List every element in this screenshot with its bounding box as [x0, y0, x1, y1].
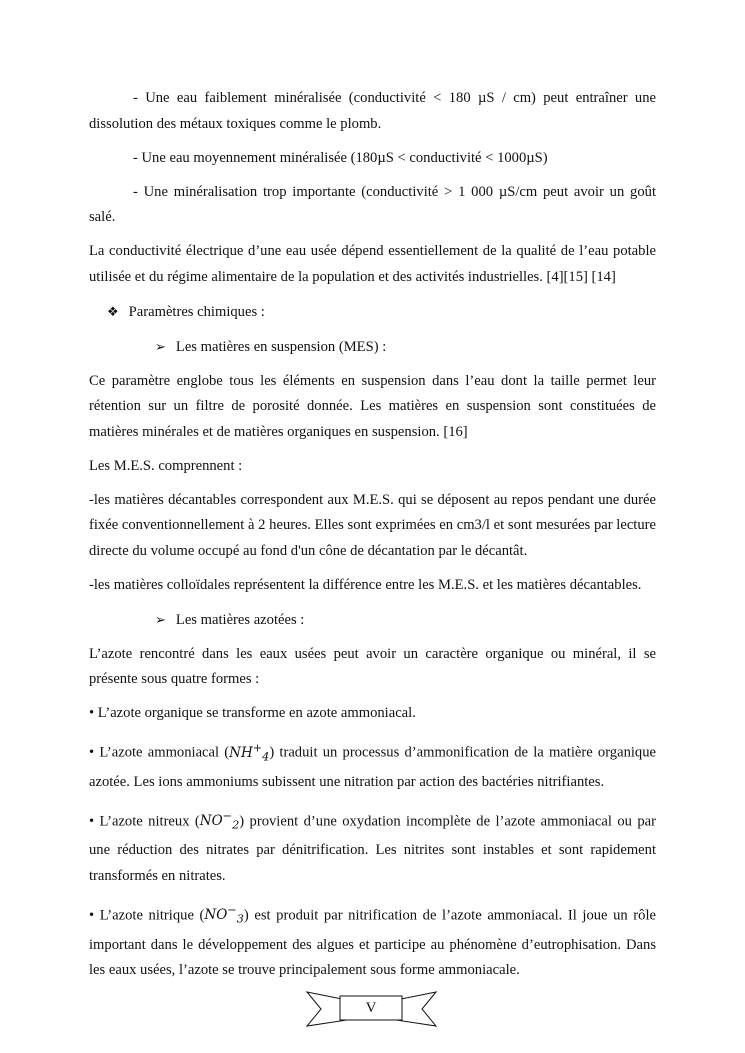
page-number: V	[365, 1000, 377, 1016]
paragraph-settleable: -les matières décantables correspondent aux M.E.S. qui se déposent au repos pendant une durée fixée conventionnellement à 2 heures. Elles sont exprimées en cm3/l et sont mesurées par lecture directe du volume occupé au fond d'un cône de décantation par le décantât.	[89, 491, 656, 559]
list-item-ammoniacal-nitrogen: • L’azote ammoniacal $(NH^+_4)$ traduit un processus d’ammonification de la matière organique azotée. Les ions ammoniums subissent une nitration par action des bactéries nitrifiantes.	[89, 741, 657, 790]
heading-nitrogen	[155, 607, 656, 634]
page-footer	[305, 989, 438, 1029]
list-item-nitrous-nitrogen: • L’azote nitreux $(NO^-_2)$ provient d’une oxydation incomplète de l’azote ammoniacal ou par une réduction des nitrates par dénitrification. Les nitrites sont instables et sont rapidement transformés en nitrates.	[89, 809, 656, 884]
formula-nh4: $NH^+_4$	[229, 741, 270, 764]
arrow-bullet-icon: ➢	[155, 611, 166, 627]
diamond-bullet-icon: ❖	[107, 303, 119, 319]
formula-no3: $NO^-_3$	[204, 903, 244, 927]
paragraph-mes-intro: Les M.E.S. comprennent :	[89, 457, 243, 474]
list-item-organic-nitrogen: • L’azote organique se transforme en azote ammoniacal.	[89, 705, 416, 721]
paragraph-nitrogen-intro: L’azote rencontré dans les eaux usées peut avoir un caractère organique ou minéral, il se présente sous quatre formes :	[89, 645, 656, 687]
list-item-nitric-nitrogen: • L’azote nitrique $(NO^-_3)$ est produit par nitrification de l’azote ammoniacal. Il joue un rôle important dans le développement des algues et participe au phénomène d’eutrophisation. Dans les eaux usées, l’azote se trouve principalement sous forme ammoniacale.	[89, 903, 656, 979]
heading-mes	[155, 334, 656, 361]
page-content	[89, 86, 656, 992]
heading-chemical-label: Paramètres chimiques :	[128, 303, 265, 320]
paragraph-conductivity: La conductivité électrique d’une eau usée dépend essentiellement de la qualité de l’eau potable utilisée et du régime alimentaire de la population et des activités industrielles. [4][15] [14]	[89, 243, 656, 285]
paragraph-mes-definition: Ce paramètre englobe tous les éléments en suspension dans l’eau dont la taille permet leur rétention sur un filtre de porosité donnée. Les matières en suspension sont constituées de matières minérales et de matières organiques en suspension. [16]	[89, 372, 656, 440]
formula-no2: $NO^-_2$	[199, 809, 240, 832]
paragraph-high-mineralization: - Une minéralisation trop importante (conductivité > 1 000 µS/cm peut avoir un goût salé.	[89, 183, 656, 225]
heading-nitrogen-label: Les matières azotées :	[175, 611, 305, 628]
heading-mes-label: Les matières en suspension (MES) :	[175, 338, 387, 355]
arrow-bullet-icon: ➢	[155, 338, 166, 354]
paragraph-colloidal: -les matières colloïdales représentent la différence entre les M.E.S. et les matières décantables.	[89, 576, 642, 593]
paragraph-low-mineralization: - Une eau faiblement minéralisée (conductivité < 180 µS / cm) peut entraîner une dissolution des métaux toxiques comme le plomb.	[89, 90, 656, 132]
heading-chemical-parameters	[107, 299, 656, 326]
paragraph-medium-mineralization: - Une eau moyennement minéralisée (180µS < conductivité < 1000µS)	[133, 149, 548, 166]
